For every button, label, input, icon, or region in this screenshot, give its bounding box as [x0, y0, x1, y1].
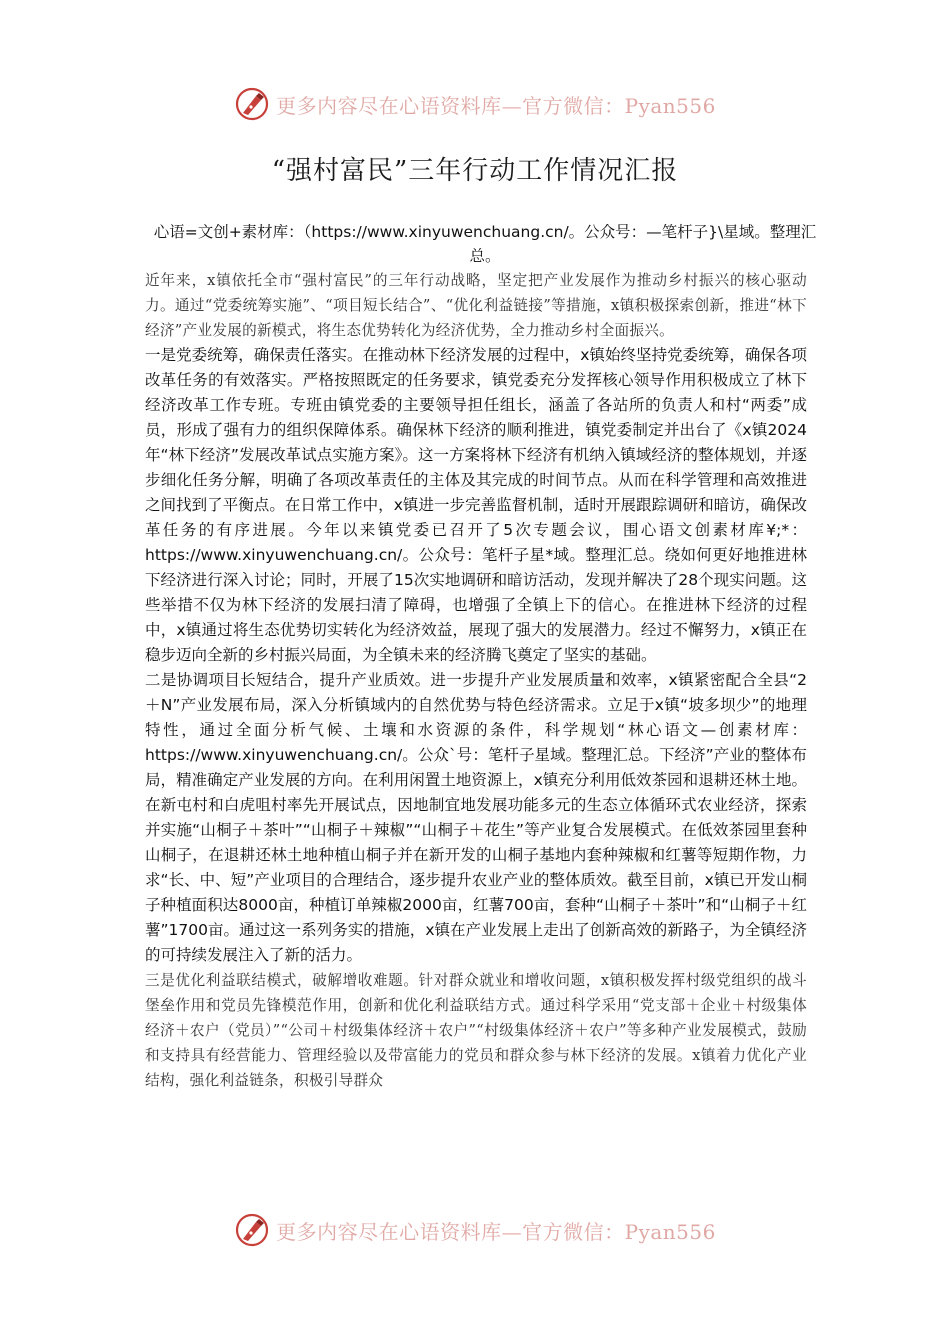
document-body [145, 268, 807, 1093]
section-three-paragraph: 三是优化利益联结模式，破解增收难题。针对群众就业和增收问题，x镇积极发挥村级党组织的战斗堡垒作用和党员先锋模范作用，创新和优化利益联结方式。通过科学采用“党支部＋企业＋村级集体经济＋农户（党员）”“公司＋村级集体经济＋农户”“村级集体经济＋农户”等多种产业发展模式，鼓励和支持具有经营能力、管理经验以及带富能力的党员和群众参与林下经济的发展。x镇着力优化产业结构，强化利益链条，积极引导群众 [145, 972, 807, 1089]
banner-wechat-text: 官方微信：Pyan556 [522, 93, 716, 118]
banner-main-text: 更多内容尽在心语资料库 [276, 93, 502, 118]
source-line: 心语=文创+素材库：（https://www.xinyuwenchuang.cn/。公众号：—笔杆子}\星域。整理汇总。 [153, 223, 817, 265]
pen-nib-circle-icon [234, 1212, 270, 1248]
footer-banner[interactable] [0, 1208, 950, 1252]
banner-text [276, 1216, 716, 1245]
banner-separator: — [501, 93, 523, 118]
section-two-paragraph: 二是协调项目长短结合，提升产业质效。进一步提升产业发展质量和效率，x镇紧密配合全县“2＋N”产业发展布局，深入分析镇域内的自然优势与特色经济需求。立足于x镇“坡多坝少”的地理特性，通过全面分析气候、土壤和水资源的条件，科学规划“林心语文—创素材库：https://www.xinyuwenchuang.cn/。公众`号：笔杆子星域。整理汇总。下经济”产业的整体布局，精准确定产业发展的方向。在利用闲置土地资源上，x镇充分利用低效茶园和退耕还林土地。在新屯村和白虎咀村率先开展试点，因地制宜地发展功能多元的生态立体循环式农业经济，探索并实施“山桐子＋茶叶”“山桐子＋辣椒”“山桐子＋花生”等产业复合发展模式。在低效茶园里套种山桐子，在退耕还林土地种植山桐子并在新开发的山桐子基地内套种辣椒和红薯等短期作物，力求“长、中、短”产业项目的合理结合，逐步提升农业产业的整体质效。截至目前，x镇已开发山桐子种植面积达8000亩，种植订单辣椒2000亩，红薯700亩，套种“山桐子＋茶叶”和“山桐子＋红薯”1700亩。通过这一系列务实的措施，x镇在产业发展上走出了创新高效的新路子，为全镇经济的可持续发展注入了新的活力。 [145, 671, 807, 964]
banner-separator: — [501, 1219, 523, 1244]
header-banner[interactable] [0, 82, 950, 126]
document-title: “强村富民”三年行动工作情况汇报 [271, 156, 679, 186]
banner-text [276, 90, 716, 119]
intro-paragraph: 近年来，x镇依托全市“强村富民”的三年行动战略，坚定把产业发展作为推动乡村振兴的核心驱动力。通过“党委统筹实施”、“项目短长结合”、“优化利益链接”等措施，x镇积极探索创新，推进“林下经济”产业发展的新模式，将生态优势转化为经济优势，全力推动乡村全面振兴。 [145, 272, 807, 339]
pen-nib-circle-icon [234, 86, 270, 122]
banner-main-text: 更多内容尽在心语资料库 [276, 1219, 502, 1244]
banner-wechat-text: 官方微信：Pyan556 [522, 1219, 716, 1244]
section-one-paragraph: 一是党委统筹，确保责任落实。在推动林下经济发展的过程中，x镇始终坚持党委统筹，确保各项改革任务的有效落实。严格按照既定的任务要求，镇党委充分发挥核心领导作用积极成立了林下经济改革工作专班。专班由镇党委的主要领导担任组长，涵盖了各站所的负责人和村“两委”成员，形成了强有力的组织保障体系。确保林下经济的顺利推进，镇党委制定并出台了《x镇2024年“林下经济”发展改革试点实施方案》。这一方案将林下经济有机纳入镇域经济的整体规划，并逐步细化任务分解，明确了各项改革责任的主体及其完成的时间节点。从而在科学管理和高效推进之间找到了平衡点。在日常工作中，x镇进一步完善监督机制，适时开展跟踪调研和暗访，确保改革任务的有序进展。今年以来镇党委已召开了5次专题会议，围心语文创素材库¥;*：https://www.xinyuwenchuang.cn/。公众号：笔杆子星*域。整理汇总。绕如何更好地推进林下经济进行深入讨论；同时，开展了15次实地调研和暗访活动，发现并解决了28个现实问题。这些举措不仅为林下经济的发展扫清了障碍，也增强了全镇上下的信心。在推进林下经济的过程中，x镇通过将生态优势切实转化为经济效益，展现了强大的发展潜力。经过不懈努力，x镇正在稳步迈向全新的乡村振兴局面，为全镇未来的经济腾飞奠定了坚实的基础。 [145, 346, 807, 664]
